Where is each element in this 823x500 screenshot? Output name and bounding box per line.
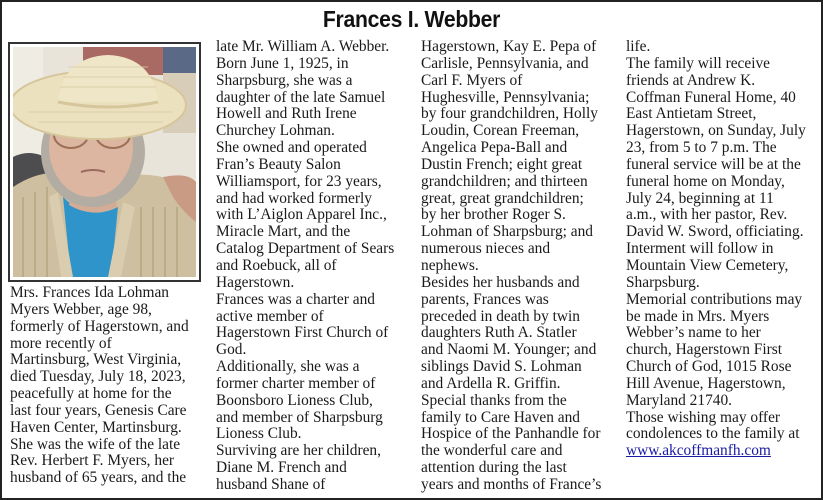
text-line: great, great grandchildren; [421, 189, 584, 207]
text-line: Memorial contributions may [626, 290, 803, 308]
text-line: formerly of Hagerstown, and [10, 317, 189, 335]
text-line: by four grandchildren, Holly [421, 105, 598, 123]
text-line: Frances was a charter and [216, 290, 375, 308]
text-line: Boonsboro Lioness Club, [216, 391, 373, 409]
text-line: Besides her husbands and [421, 273, 580, 291]
text-line: God. [216, 341, 247, 359]
text-line: funeral service will be at the [626, 155, 801, 173]
text-line: the wonderful care and [421, 442, 563, 460]
text-line: Lioness Club. [216, 425, 302, 443]
text-line: with L’Aiglon Apparel Inc., [216, 206, 387, 224]
text-line: died Tuesday, July 18, 2023, [10, 368, 186, 386]
text-line: Carlisle, Pennsylvania, and [421, 54, 589, 72]
text-line: She owned and operated [216, 139, 367, 157]
text-line: Hospice of the Panhandle for [421, 425, 601, 443]
text-line: siblings David S. Lohman [421, 358, 582, 376]
text-line: and member of Sharpsburg [216, 408, 383, 426]
text-line: daughters Ruth A. Statler [421, 324, 577, 342]
obituary-title: Frances I. Webber [322, 6, 501, 32]
text-line: Myers Webber, age 98, [10, 300, 152, 318]
portrait-photo [13, 47, 196, 277]
text-line: active member of [216, 307, 324, 325]
obituary-column-3 [421, 39, 601, 494]
text-line: more recently of [10, 334, 112, 352]
text-line: Loudin, Corean Freeman, [421, 122, 580, 140]
text-line: Church of God, 1015 Rose [626, 358, 792, 376]
text-line: and Ardella R. Griffin. [421, 374, 561, 392]
text-line: friends at Andrew K. [626, 71, 756, 89]
text-line: Mrs. Frances Ida Lohman [10, 284, 169, 301]
text-line: condolences to the family at [626, 425, 800, 443]
text-line: life. [626, 38, 651, 55]
text-line: Haven Center, Martinsburg. [10, 418, 182, 436]
text-line: grandchildren; and thirteen [421, 172, 588, 190]
obituary-column-2 [216, 39, 394, 494]
text-line: David W. Sword, officiating. [626, 223, 804, 241]
text-line: late Mr. William A. Webber. [216, 38, 390, 55]
text-line: Catalog Department of Sears [216, 240, 395, 258]
text-line: Howell and Ruth Irene [216, 105, 357, 123]
text-line: Born June 1, 1925, in [216, 54, 349, 72]
text-line: preceded in death by twin [421, 307, 580, 325]
text-line: Mountain View Cemetery, [626, 256, 789, 274]
text-line: Lohman of Sharpsburg; and [421, 223, 593, 241]
funeral-home-website-link[interactable]: www.akcoffmanfh.com [626, 442, 771, 460]
text-line: husband of 65 years, and the [10, 469, 187, 487]
text-line: Dustin French; eight great [421, 155, 583, 173]
text-line: church, Hagerstown First [626, 341, 783, 359]
text-line: 23, from 5 to 7 p.m. The [626, 139, 777, 157]
text-line: husband Shane of [216, 475, 326, 493]
text-line: Hagerstown First Church of [216, 324, 389, 342]
text-line: Surviving are her children, [216, 442, 381, 460]
text-line: Hagerstown, Kay E. Pepa of [421, 38, 597, 55]
text-line: attention during the last [421, 459, 567, 477]
text-line: nephews. [421, 256, 479, 274]
text-line: Fran’s Beauty Salon [216, 155, 341, 173]
text-line: Webber’s name to her [626, 324, 761, 342]
text-line: funeral home on Monday, [626, 172, 785, 190]
text-line: parents, Frances was [421, 290, 549, 308]
text-line: Hagerstown. [216, 273, 295, 291]
portrait-photo-frame [8, 42, 201, 282]
text-line: and Roebuck, all of [216, 256, 337, 274]
text-line: former charter member of [216, 374, 376, 392]
text-line: The family will receive [626, 54, 771, 72]
obituary-column-4 [626, 39, 806, 460]
text-line: Hagerstown, on Sunday, July [626, 122, 806, 140]
text-line: Diane M. French and [216, 459, 347, 477]
text-line: and Naomi M. Younger; and [421, 341, 597, 359]
text-line: years and months of France’s [421, 475, 602, 493]
text-line: July 24, beginning at 11 [626, 189, 774, 207]
text-line: peacefully at home for the [10, 385, 172, 403]
text-line: East Antietam Street, [626, 105, 757, 123]
text-line: Williamsport, for 23 years, [216, 172, 382, 190]
text-line: and had worked formerly [216, 189, 372, 207]
text-line: Maryland 21740. [626, 391, 733, 409]
text-line: Rev. Herbert F. Myers, her [10, 452, 175, 470]
text-line: Additionally, she was a [216, 358, 360, 376]
text-line: Those wishing may offer [626, 408, 781, 426]
text-line: Hughesville, Pennsylvania; [421, 88, 590, 106]
text-line: Carl F. Myers of [421, 71, 523, 89]
text-line: She was the wife of the late [10, 435, 181, 453]
portrait-illustration [13, 47, 196, 277]
obituary-column-1 [10, 285, 189, 487]
text-line: Angelica Pepa-Ball and [421, 139, 568, 157]
text-line: Miracle Mart, and the [216, 223, 351, 241]
text-line: Interment will follow in [626, 240, 774, 258]
text-line: Churchey Lohman. [216, 122, 335, 140]
text-line: daughter of the late Samuel [216, 88, 386, 106]
text-line: a.m., with her pastor, Rev. [626, 206, 788, 224]
text-line: Coffman Funeral Home, 40 [626, 88, 796, 106]
text-line: Hill Avenue, Hagerstown, [626, 374, 786, 392]
text-line: numerous nieces and [421, 240, 551, 258]
text-line: family to Care Haven and [421, 408, 580, 426]
text-line: by her brother Roger S. [421, 206, 566, 224]
text-line: Sharpsburg, she was a [216, 71, 353, 89]
text-line: last four years, Genesis Care [10, 401, 187, 419]
text-line: Martinsburg, West Virginia, [10, 351, 182, 369]
text-line: Special thanks from the [421, 391, 567, 409]
text-line: be made in Mrs. Myers [626, 307, 770, 325]
text-line: Sharpsburg. [626, 273, 700, 291]
